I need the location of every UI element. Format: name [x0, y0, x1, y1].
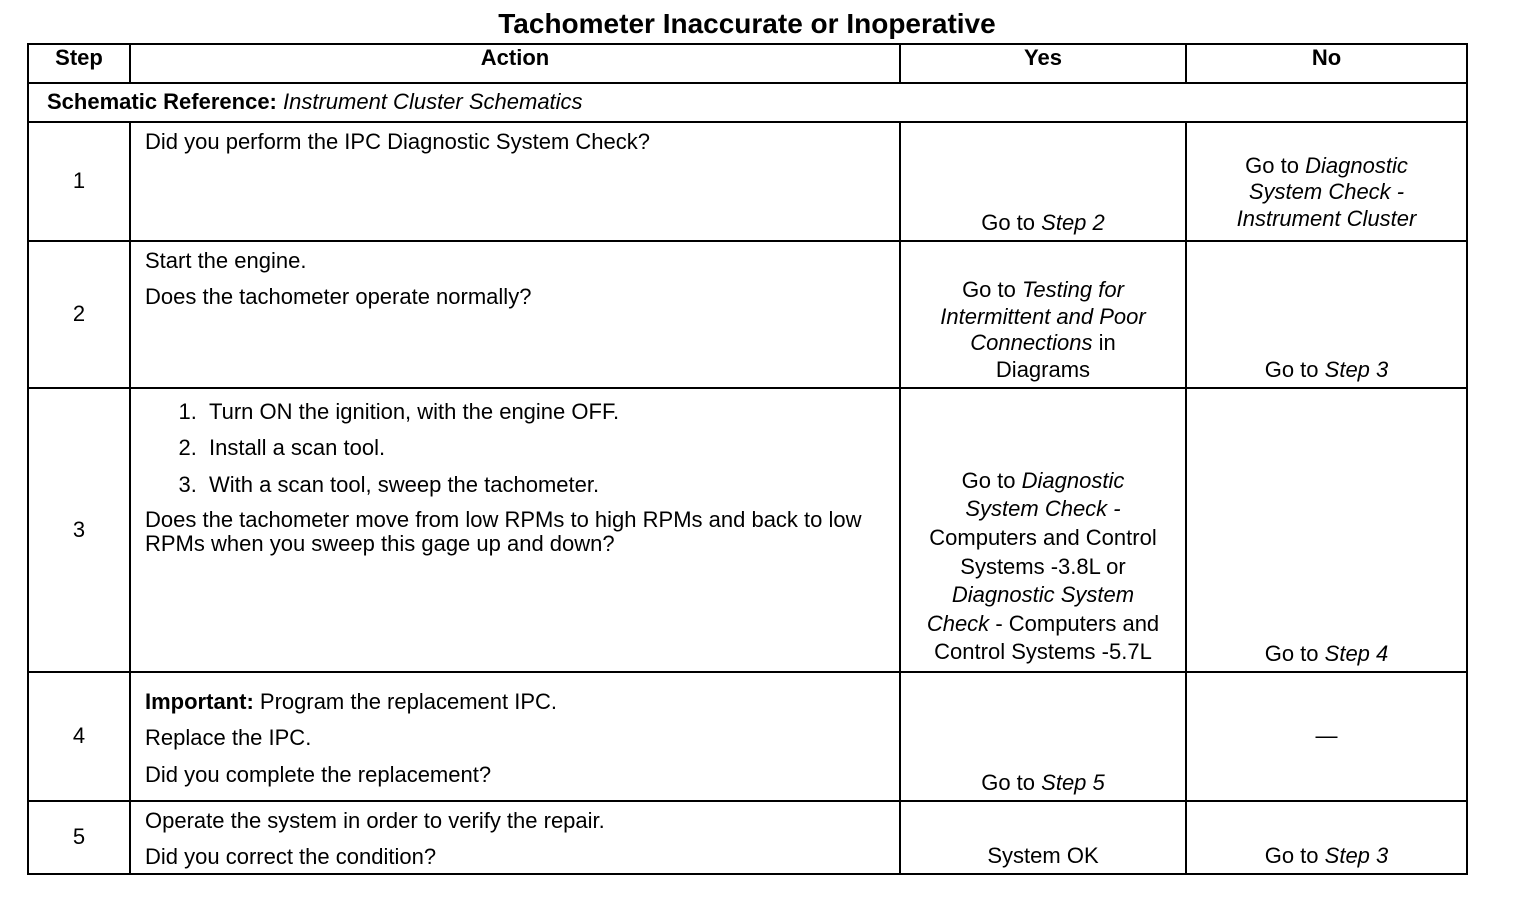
- list-item: 3. With a scan tool, sweep the tachometer.: [203, 472, 887, 498]
- header-yes: Yes: [900, 44, 1186, 83]
- step-number: 3: [28, 388, 130, 672]
- action-question: Did you correct the condition?: [145, 844, 437, 870]
- header-action: Action: [130, 44, 900, 83]
- action-cell: [130, 801, 900, 874]
- action-cell: [130, 122, 900, 241]
- yes-cell: Go to Testing for Intermittent and Poor Connections in Diagrams: [900, 241, 1186, 388]
- step-number: 2: [28, 241, 130, 388]
- step-link[interactable]: Step 2: [1041, 209, 1105, 235]
- action-cell: [130, 388, 900, 672]
- no-cell: [1186, 672, 1467, 801]
- header-row: [28, 44, 1467, 83]
- system-ok-text: System OK: [987, 842, 1099, 868]
- no-action-dash: —: [1315, 723, 1338, 749]
- no-cell: Go to Diagnostic System Check - Instrument Cluster: [1186, 122, 1467, 241]
- schematic-reference-label: Schematic Reference:: [47, 89, 277, 115]
- diagnostic-table: [27, 43, 1468, 875]
- step-link[interactable]: Step 3: [1324, 356, 1389, 382]
- action-cell: [130, 241, 900, 388]
- action-cell: [130, 672, 900, 801]
- step-link[interactable]: Step 4: [1324, 640, 1389, 666]
- yes-cell: [900, 801, 1186, 874]
- list-item: 1. Turn ON the ignition, with the engine OFF.: [203, 399, 887, 425]
- step-number: 1: [28, 122, 130, 241]
- no-cell: Go to Step 3: [1186, 241, 1467, 388]
- page-title: Tachometer Inaccurate or Inoperative: [498, 8, 996, 39]
- step-link[interactable]: Step 3: [1324, 842, 1389, 868]
- schematic-reference-link[interactable]: Instrument Cluster Schematics: [283, 89, 583, 115]
- schematic-reference: [28, 83, 1467, 122]
- important-note: Important: Program the replacement IPC.: [145, 689, 558, 714]
- table-row: [28, 388, 1467, 672]
- header-no: No: [1186, 44, 1467, 83]
- action-text: Start the engine.: [145, 248, 307, 273]
- action-text: Replace the IPC.: [145, 725, 312, 751]
- table-row: [28, 241, 1467, 388]
- no-cell: Go to Step 4: [1186, 388, 1467, 672]
- yes-cell: Go to Diagnostic System Check - Computers and Control Systems -3.8L or Diagnostic System Check - Computers and Control Systems -5.7L: [900, 388, 1186, 672]
- yes-cell: Go to Step 5: [900, 672, 1186, 801]
- step-link[interactable]: Step 5: [1041, 769, 1105, 795]
- step-number: 4: [28, 672, 130, 801]
- table-row: [28, 672, 1467, 801]
- action-question: Does the tachometer operate normally?: [145, 284, 532, 310]
- header-step: Step: [28, 44, 130, 83]
- schematic-reference-row: [28, 83, 1467, 122]
- yes-cell: Go to Step 2: [900, 122, 1186, 241]
- list-item: 2. Install a scan tool.: [203, 435, 887, 461]
- no-cell: Go to Step 3: [1186, 801, 1467, 874]
- table-row: [28, 122, 1467, 241]
- action-list: [145, 399, 887, 498]
- action-question: Did you complete the replacement?: [145, 761, 492, 787]
- table-row: [28, 801, 1467, 874]
- step-number: 5: [28, 801, 130, 874]
- action-text: Operate the system in order to verify the repair.: [145, 808, 605, 833]
- action-question: Does the tachometer move from low RPMs to high RPMs and back to low RPMs when you sweep this gage up and down?: [145, 507, 862, 557]
- action-text: Did you perform the IPC Diagnostic System Check?: [145, 129, 650, 154]
